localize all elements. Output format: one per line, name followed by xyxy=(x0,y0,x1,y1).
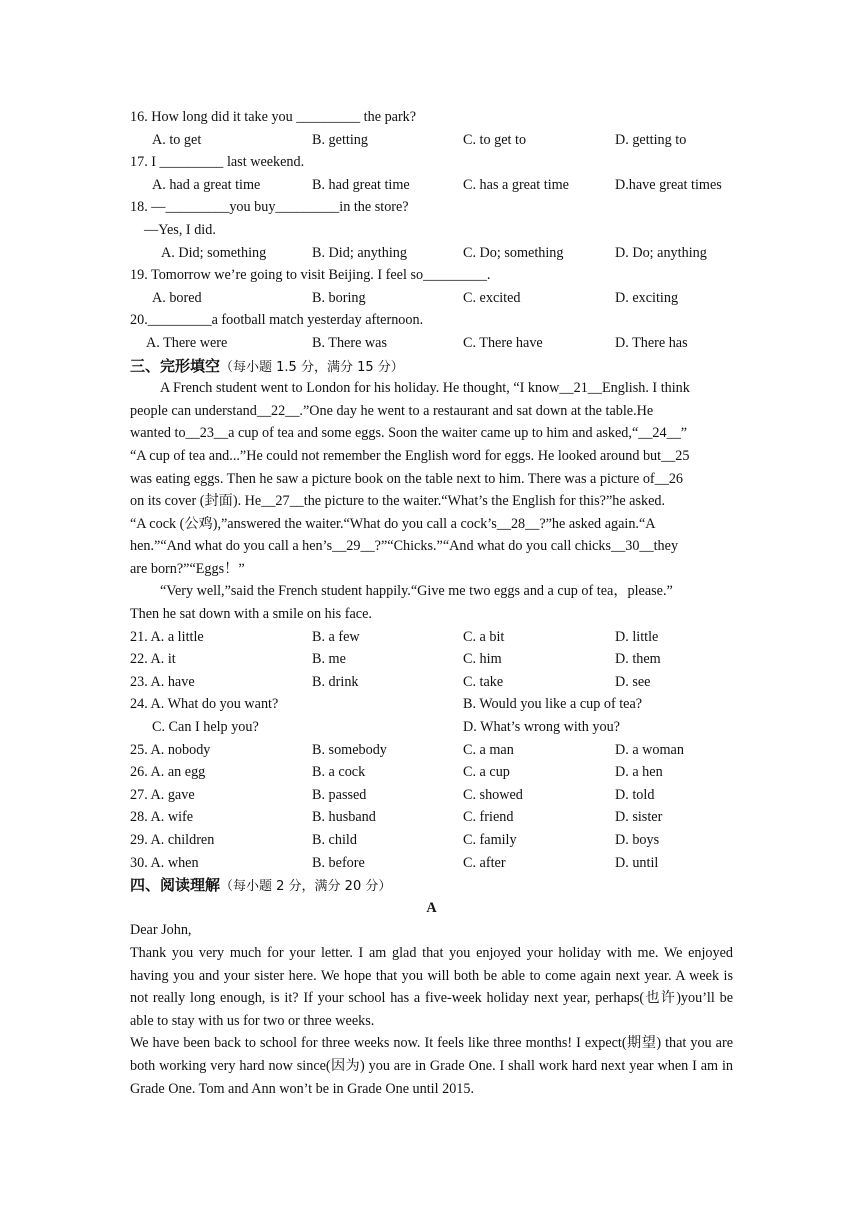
options-17 xyxy=(130,174,733,197)
cloze-option-row xyxy=(130,806,733,829)
option-a[interactable]: 28. A. wife xyxy=(130,809,194,826)
option-b[interactable]: B. me xyxy=(312,651,346,668)
option-d[interactable]: D. boys xyxy=(615,832,660,848)
options-20 xyxy=(130,332,733,355)
option-d[interactable]: D. told xyxy=(615,786,655,803)
cloze-line: are born?”“Eggs！” xyxy=(130,560,245,577)
option-d[interactable]: D. getting to xyxy=(615,131,687,148)
option-a[interactable]: A. bored xyxy=(152,289,202,306)
option-a[interactable]: 23. A. have xyxy=(130,673,195,690)
option-d[interactable]: D. a woman xyxy=(615,741,684,758)
option-c[interactable]: C. a bit xyxy=(463,628,505,645)
option-b[interactable]: B. before xyxy=(312,854,365,871)
section-4-note: （每小题 2 分，满分 20 分） xyxy=(220,879,392,895)
option-d[interactable]: D. Do; anything xyxy=(615,244,707,261)
option-c[interactable]: C. excited xyxy=(463,289,521,306)
cloze-option-row xyxy=(130,693,733,716)
letter-paragraph: Thank you very much for your letter. I am glad that you enjoyed your holiday with me. We enjoyed having you and your sister here. We hope that you will both be able to come again next year. A week is not really long enough, is it? If your school has a five-week holiday next year, perhaps(也许)you’ll be able to stay with us for two or three weeks. xyxy=(130,944,733,1029)
option-b[interactable]: B. getting xyxy=(312,131,368,148)
option-a[interactable]: A. had a great time xyxy=(152,176,261,193)
question-17: 17. I _________ last weekend. xyxy=(130,154,305,171)
option-a[interactable]: 29. A. children xyxy=(130,832,215,848)
option-d[interactable]: D. What’s wrong with you? xyxy=(463,719,620,736)
letter-greeting: Dear John, xyxy=(130,922,192,939)
option-c[interactable]: C. family xyxy=(463,832,517,848)
cloze-line: Then he sat down with a smile on his face. xyxy=(130,606,372,623)
cloze-line: A French student went to London for his holiday. He thought, “I know__21__English. I think xyxy=(160,380,690,397)
option-d[interactable]: D. until xyxy=(615,854,659,871)
option-a[interactable]: 24. A. What do you want? xyxy=(130,696,279,713)
cloze-line: “A cup of tea and...”He could not remember the English word for eggs. He looked around but__25 xyxy=(130,447,690,464)
cloze-line: “A cock (公鸡),”answered the waiter.“What do you call a cock’s__28__?”he asked again.“A xyxy=(130,515,656,532)
question-20: 20._________a football match yesterday afternoon. xyxy=(130,312,424,329)
cloze-line: on its cover (封面). He__27__the picture to the waiter.“What’s the English for this?”he asked. xyxy=(130,493,666,510)
option-c[interactable]: C. a man xyxy=(463,741,514,758)
option-b[interactable]: B. husband xyxy=(312,809,376,826)
question-18-reply: —Yes, I did. xyxy=(144,221,216,238)
option-a[interactable]: A. Did; something xyxy=(161,244,267,261)
section-4-title: 四、阅读理解 xyxy=(130,876,221,895)
cloze-option-row xyxy=(130,739,733,762)
question-16: 16. How long did it take you _________ the park? xyxy=(130,109,417,125)
option-c[interactable]: C. a cup xyxy=(463,764,510,781)
section-4-heading xyxy=(130,874,733,897)
option-d[interactable]: D. There has xyxy=(615,334,688,351)
option-d[interactable]: D. them xyxy=(615,651,661,668)
option-c[interactable]: C. There have xyxy=(463,334,543,351)
option-c[interactable]: C. take xyxy=(463,673,504,690)
option-c[interactable]: C. Can I help you? xyxy=(152,719,259,736)
option-d[interactable]: D. sister xyxy=(615,809,663,826)
option-a[interactable]: 30. A. when xyxy=(130,854,199,871)
option-b[interactable]: B. had great time xyxy=(312,176,410,193)
options-19 xyxy=(130,287,733,310)
option-b[interactable]: B. There was xyxy=(312,334,387,351)
option-d[interactable]: D. little xyxy=(615,628,659,645)
option-b[interactable]: B. passed xyxy=(312,786,367,803)
option-b[interactable]: B. a few xyxy=(312,628,360,645)
cloze-line: people can understand__22__.”One day he went to a restaurant and sat down at the table.He xyxy=(130,402,654,419)
cloze-option-row xyxy=(130,671,733,694)
option-d[interactable]: D. a hen xyxy=(615,764,663,781)
option-c[interactable]: C. after xyxy=(463,854,506,871)
options-18 xyxy=(130,242,733,265)
cloze-option-row xyxy=(130,829,733,852)
option-b[interactable]: B. somebody xyxy=(312,741,387,758)
cloze-line: “Very well,”said the French student happily.“Give me two eggs and a cup of tea，please.” xyxy=(160,583,673,600)
passage-label: A xyxy=(426,899,437,916)
option-b[interactable]: B. Did; anything xyxy=(312,244,407,261)
option-b[interactable]: B. Would you like a cup of tea? xyxy=(463,696,643,713)
reading-passage xyxy=(130,919,733,1100)
question-18: 18. —_________you buy_________in the store? xyxy=(130,199,409,216)
option-a[interactable]: 25. A. nobody xyxy=(130,741,211,758)
question-19: 19. Tomorrow we’re going to visit Beijing. I feel so_________. xyxy=(130,267,491,284)
option-b[interactable]: B. child xyxy=(312,832,357,848)
cloze-passage xyxy=(130,377,733,626)
letter-paragraph: We have been back to school for three weeks now. It feels like three months! I expect(期望) that you are both working very hard now since(因为) you are in Grade One. I shall work hard next year when I am in Grade One. Tom and Ann won’t be in Grade One until 2015. xyxy=(130,1035,733,1097)
section-3-title: 三、完形填空 xyxy=(130,356,221,375)
option-c[interactable]: C. showed xyxy=(463,786,523,803)
section-3-note: （每小题 1.5 分，满分 15 分） xyxy=(220,359,404,375)
cloze-option-row xyxy=(130,852,733,875)
cloze-option-row xyxy=(130,648,733,671)
cloze-option-row xyxy=(130,716,733,739)
option-d[interactable]: D.have great times xyxy=(615,176,722,193)
cloze-option-row xyxy=(130,761,733,784)
options-16 xyxy=(130,129,733,152)
option-d[interactable]: D. exciting xyxy=(615,289,679,306)
option-b[interactable]: B. boring xyxy=(312,289,366,306)
option-a[interactable]: 27. A. gave xyxy=(130,786,195,803)
option-a[interactable]: 26. A. an egg xyxy=(130,764,206,781)
option-c[interactable]: C. him xyxy=(463,651,502,668)
section-3-heading xyxy=(130,355,733,378)
cloze-line: wanted to__23__a cup of tea and some eggs. Soon the waiter came up to him and asked,“__24__” xyxy=(130,425,688,442)
option-c[interactable]: C. has a great time xyxy=(463,176,569,193)
cloze-line: was eating eggs. Then he saw a picture book on the table next to him. There was a picture of__26 xyxy=(130,470,684,487)
option-c[interactable]: C. to get to xyxy=(463,131,527,148)
option-b[interactable]: B. a cock xyxy=(312,764,366,781)
option-c[interactable]: C. Do; something xyxy=(463,244,564,261)
cloze-options xyxy=(130,626,733,875)
cloze-line: hen.”“And what do you call a hen’s__29__?”“Chicks.”“And what do you call chicks__30__they xyxy=(130,538,679,555)
option-a[interactable]: A. to get xyxy=(152,131,202,148)
cloze-option-row xyxy=(130,626,733,649)
exam-page xyxy=(130,106,733,1100)
option-a[interactable]: 21. A. a little xyxy=(130,628,204,645)
option-a[interactable]: A. There were xyxy=(146,334,228,351)
option-b[interactable]: B. drink xyxy=(312,673,359,690)
cloze-option-row xyxy=(130,784,733,807)
option-d[interactable]: D. see xyxy=(615,673,651,690)
option-c[interactable]: C. friend xyxy=(463,809,514,826)
option-a[interactable]: 22. A. it xyxy=(130,651,176,668)
